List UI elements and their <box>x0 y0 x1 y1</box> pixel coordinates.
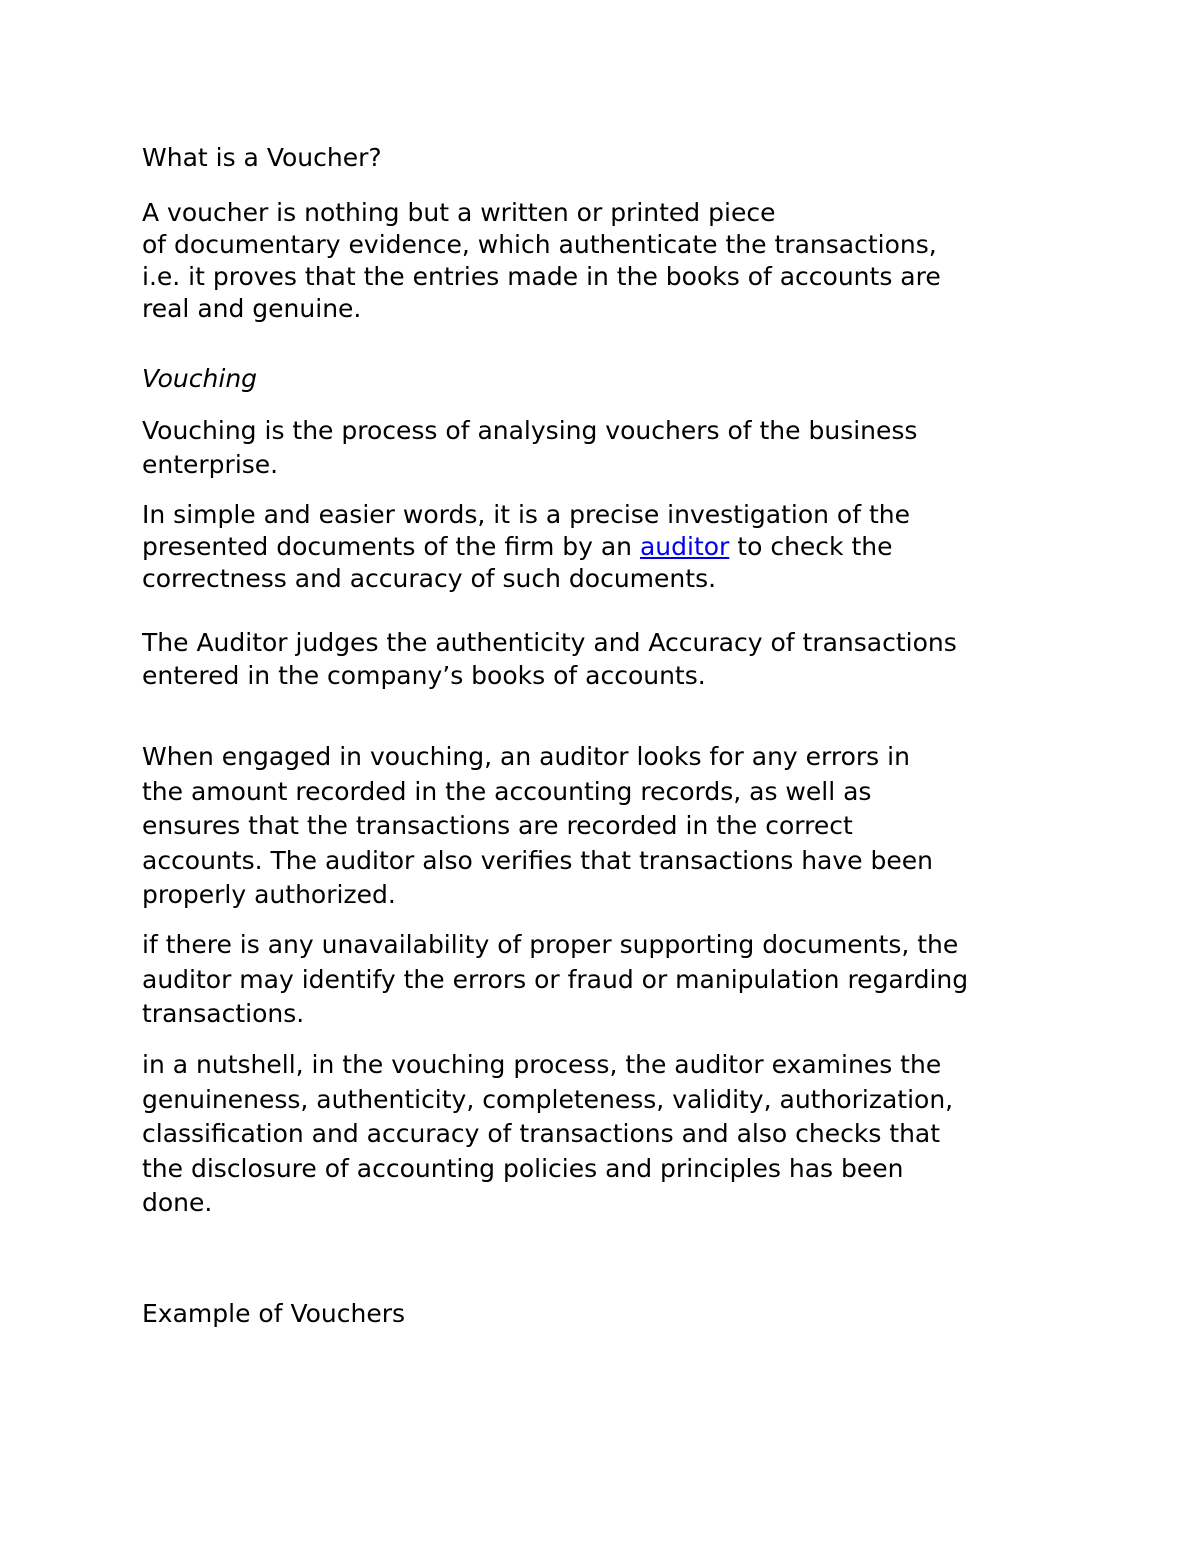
subheading-vouching <box>142 363 1082 395</box>
paragraph-engaged-in-vouching <box>142 740 1082 913</box>
paragraph-simple-words <box>142 499 1082 595</box>
paragraph-voucher-definition <box>142 197 1082 325</box>
auditor-link[interactable]: auditor <box>639 532 730 561</box>
footer-heading <box>142 1298 1082 1330</box>
subheading-text: Vouching <box>142 364 258 393</box>
paragraph-line: properly authorized. <box>142 880 396 909</box>
paragraph-line: entered in the company’s books of accounts. <box>142 661 706 690</box>
paragraph-line: the amount recorded in the accounting records, as well as <box>142 776 872 806</box>
paragraph-line: When engaged in vouching, an auditor looks for any errors in <box>142 742 910 771</box>
paragraph-line: real and genuine. <box>142 294 362 323</box>
paragraph-auditor-judges <box>142 626 1082 692</box>
paragraph-line-with-link <box>142 531 1082 563</box>
paragraph-unavailability <box>142 928 1082 1032</box>
text-after-link: to check the <box>729 532 893 561</box>
paragraph-line: in a nutshell, in the vouching process, the auditor examines the <box>142 1050 942 1079</box>
paragraph-line: auditor may identify the errors or fraud or manipulation regarding <box>142 964 969 994</box>
paragraph-line: correctness and accuracy of such documents. <box>142 564 717 593</box>
paragraph-nutshell <box>142 1048 1082 1221</box>
paragraph-vouching-definition <box>142 414 1082 482</box>
paragraph-line: i.e. it proves that the entries made in the books of accounts are <box>142 262 941 291</box>
paragraph-line: transactions. <box>142 999 305 1028</box>
paragraph-line: accounts. The auditor also verifies that transactions have been <box>142 845 933 875</box>
paragraph-line: classification and accuracy of transactions and also checks that <box>142 1119 941 1148</box>
paragraph-line: ensures that the transactions are recorded in the correct <box>142 811 853 840</box>
paragraph-line: In simple and easier words, it is a precise investigation of the <box>142 500 910 529</box>
heading-text: What is a Voucher? <box>142 143 382 172</box>
paragraph-line: The Auditor judges the authenticity and Accuracy of transactions <box>142 628 957 657</box>
paragraph-line: done. <box>142 1188 213 1217</box>
document-heading <box>142 142 1082 174</box>
paragraph-line: enterprise. <box>142 450 279 479</box>
paragraph-line: the disclosure of accounting policies and principles has been <box>142 1153 904 1183</box>
paragraph-line: A voucher is nothing but a written or printed piece <box>142 198 776 227</box>
paragraph-line: if there is any unavailability of proper supporting documents, the <box>142 930 959 959</box>
paragraph-line: Vouching is the process of analysing vouchers of the business <box>142 416 918 445</box>
paragraph-line: of documentary evidence, which authenticate the transactions, <box>142 230 937 259</box>
footer-heading-text: Example of Vouchers <box>142 1299 406 1328</box>
paragraph-line: genuineness, authenticity, completeness, validity, authorization, <box>142 1084 954 1114</box>
text-before-link: presented documents of the firm by an <box>142 532 640 561</box>
